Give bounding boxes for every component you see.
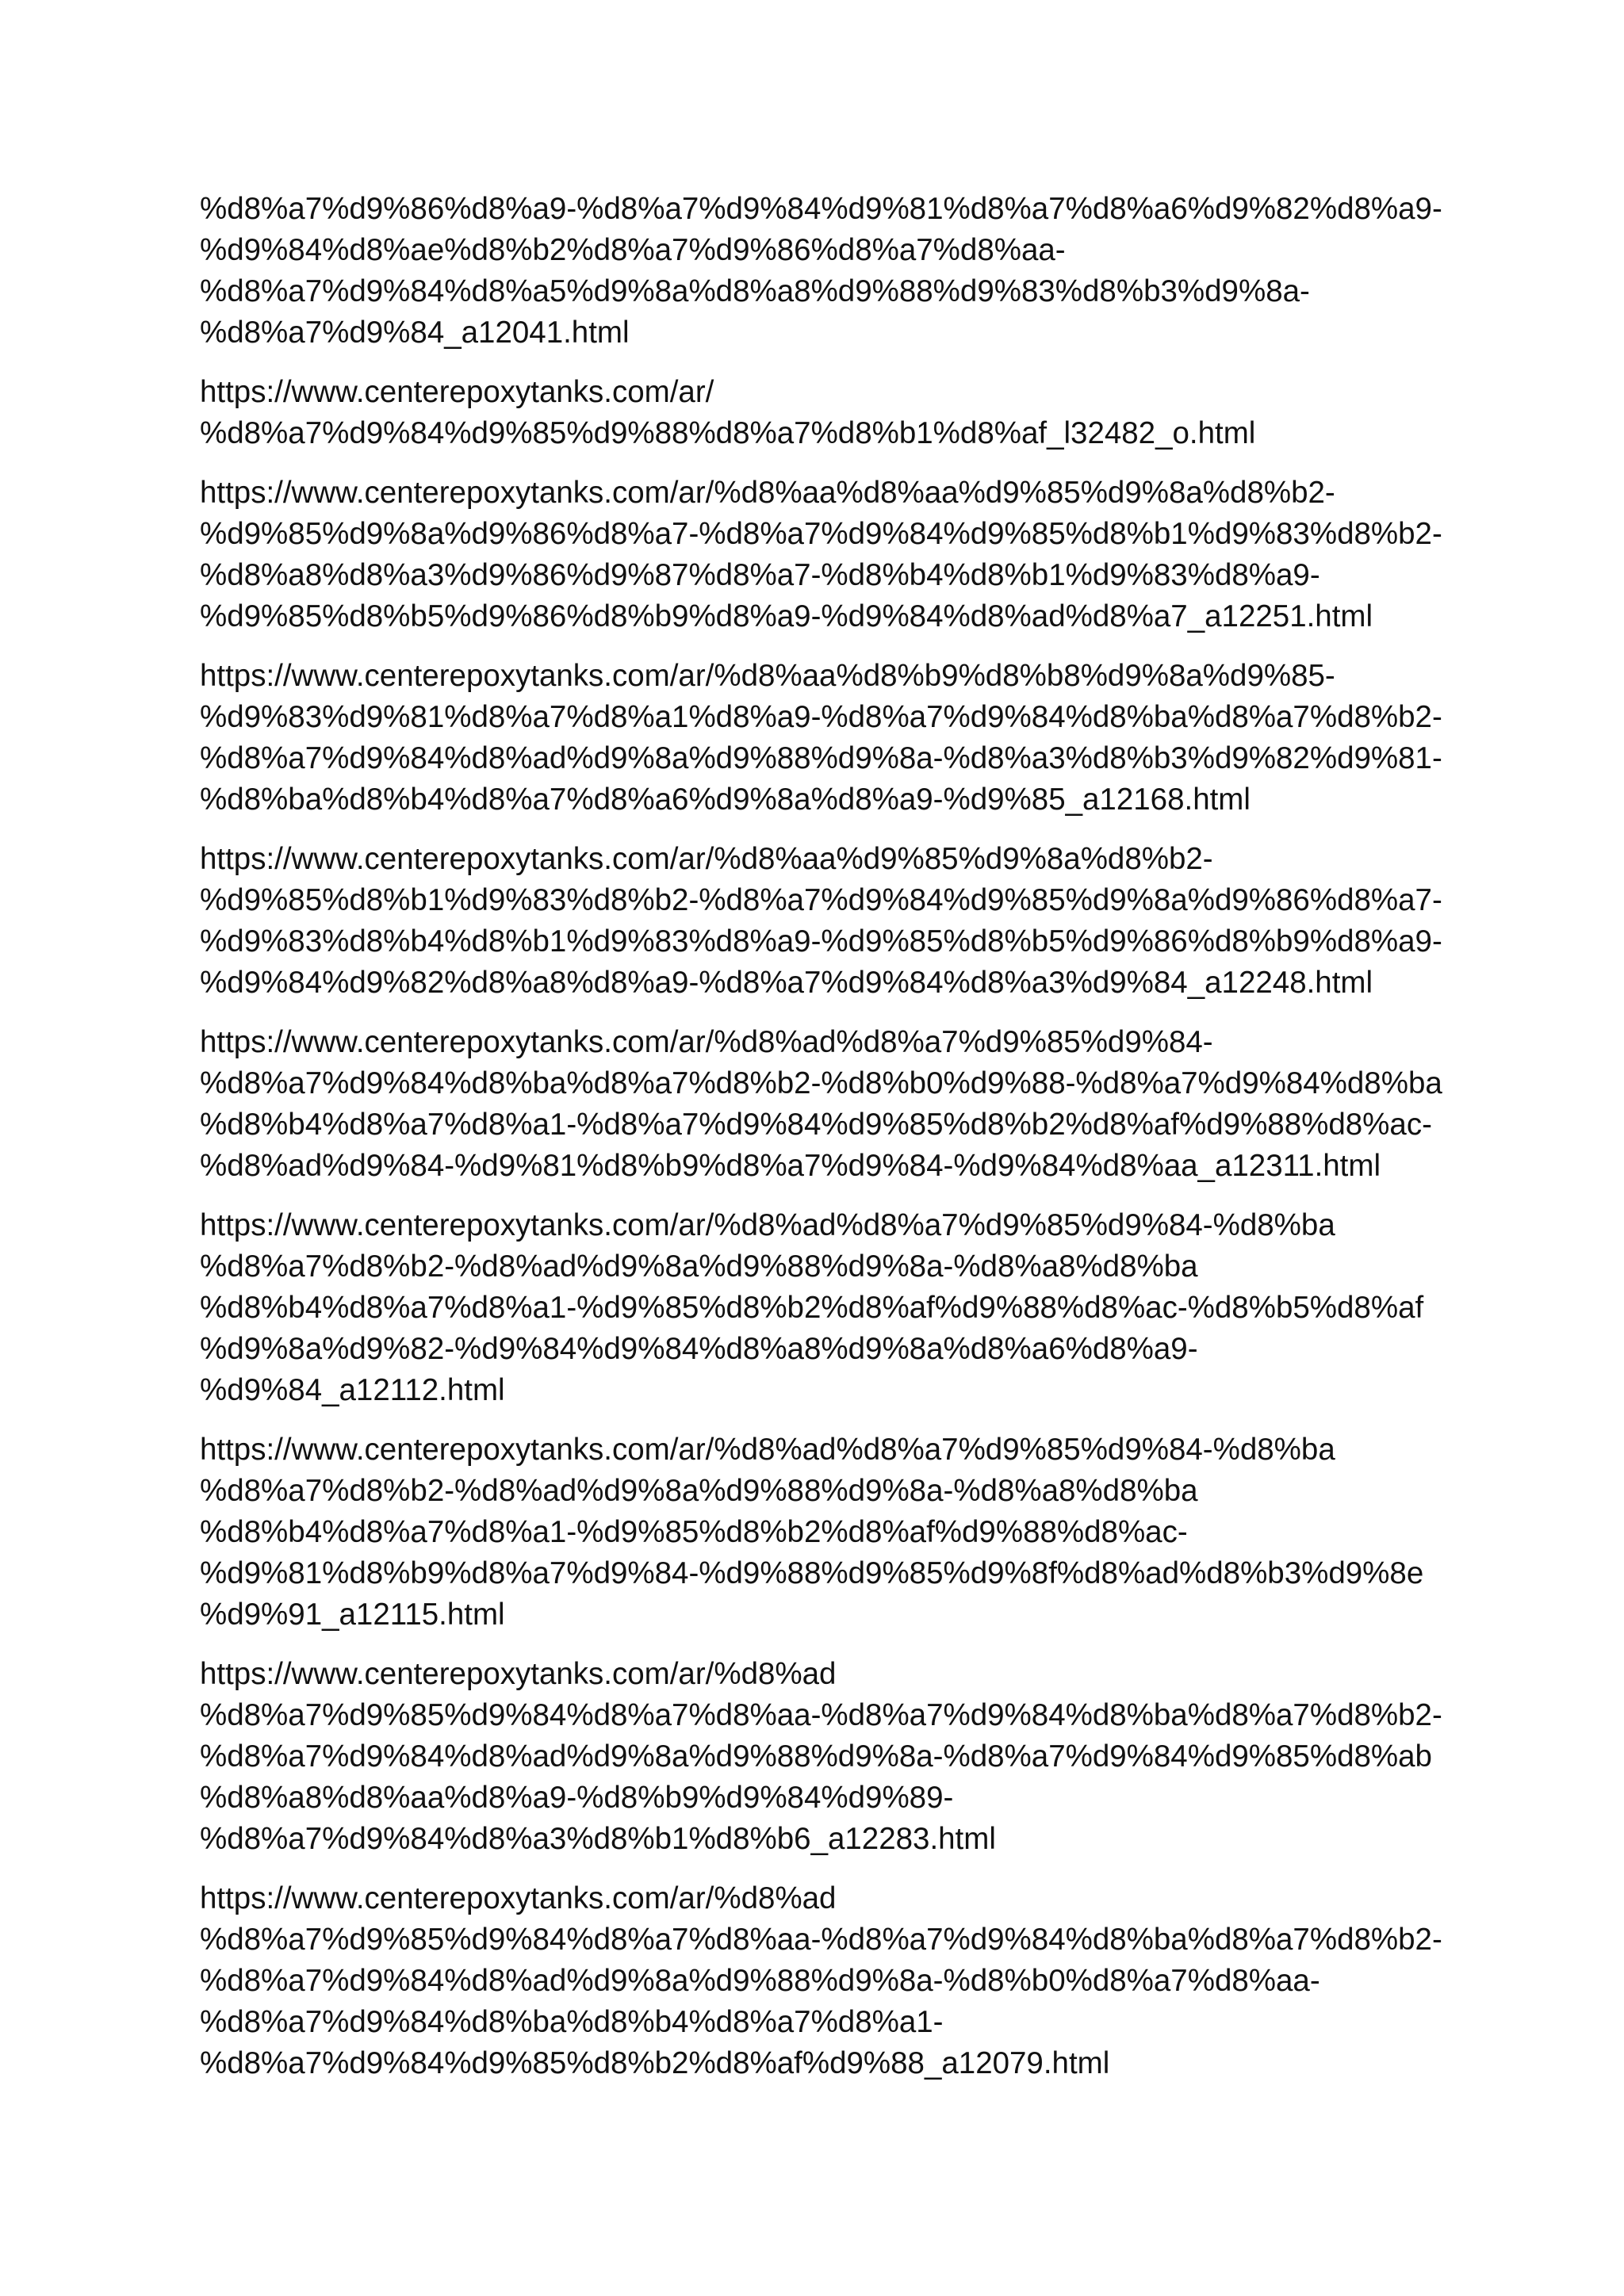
- url-line: %d9%84_a12112.html: [200, 1373, 505, 1407]
- url-line: %d8%a7%d9%84%d8%ad%d9%8a%d9%88%d9%8a-%d8%a3%d8%b3%d9%82%d9%81-: [200, 741, 1442, 775]
- url-line: %d8%a7%d9%86%d8%a9-%d8%a7%d9%84%d9%81%d8%a7%d8%a6%d9%82%d8%a9-: [200, 192, 1442, 226]
- url-entry-7: [200, 1205, 1437, 1411]
- url-line: %d9%85%d9%8a%d9%86%d8%a7-%d8%a7%d9%84%d9%85%d8%b1%d9%83%d8%b2-: [200, 517, 1442, 551]
- url-entry-9: [200, 1654, 1442, 1860]
- url-entry-1: [200, 189, 1442, 354]
- url-line: %d8%a7%d9%84%d8%ad%d9%8a%d9%88%d9%8a-%d8%b0%d8%a7%d8%aa-: [200, 1964, 1320, 1998]
- url-line: %d8%a7%d9%84_a12041.html: [200, 316, 630, 350]
- url-line: %d9%83%d9%81%d8%a7%d8%a1%d8%a9-%d8%a7%d9%84%d8%ba%d8%a7%d8%b2-: [200, 700, 1442, 734]
- url-line: %d8%a8%d8%a3%d9%86%d9%87%d8%a7-%d8%b4%d8%b1%d9%83%d8%a9-: [200, 558, 1320, 592]
- url-entry-2: [200, 372, 1437, 454]
- url-line: https://www.centerepoxytanks.com/ar/%d8%ad: [200, 1881, 837, 1915]
- url-line: %d8%a7%d9%84%d8%ad%d9%8a%d9%88%d9%8a-%d8%a7%d9%84%d9%85%d8%ab: [200, 1739, 1432, 1774]
- url-line: %d9%83%d8%b4%d8%b1%d9%83%d8%a9-%d9%85%d8%b5%d9%86%d8%b9%d8%a9-: [200, 924, 1442, 959]
- url-line: https://www.centerepoxytanks.com/ar/%d8%ad: [200, 1657, 837, 1691]
- url-line: %d9%85%d8%b5%d9%86%d8%b9%d8%a9-%d9%84%d8%ad%d8%a7_a12251.html: [200, 599, 1373, 633]
- url-line: https://www.centerepoxytanks.com/ar/: [200, 375, 714, 409]
- url-line: %d8%b4%d8%a7%d8%a1-%d9%85%d8%b2%d8%af%d9%88%d8%ac-%d8%b5%d8%af: [200, 1291, 1424, 1325]
- url-entry-3: [200, 473, 1442, 637]
- url-line: %d9%85%d8%b1%d9%83%d8%b2-%d8%a7%d9%84%d9%85%d9%8a%d9%86%d8%a7-: [200, 883, 1442, 917]
- url-line: https://www.centerepoxytanks.com/ar/%d8%ad%d8%a7%d9%85%d9%84-: [200, 1025, 1213, 1059]
- url-line: %d8%a7%d9%84%d8%a5%d9%8a%d8%a8%d9%88%d9%83%d8%b3%d9%8a-: [200, 274, 1310, 308]
- url-line: %d8%a7%d9%84%d8%a3%d8%b1%d8%b6_a12283.html: [200, 1822, 996, 1856]
- url-line: %d8%a7%d8%b2-%d8%ad%d9%8a%d9%88%d9%8a-%d8%a8%d8%ba: [200, 1249, 1198, 1284]
- url-line: %d8%a7%d9%84%d8%ba%d8%b4%d8%a7%d8%a1-: [200, 2005, 944, 2039]
- url-line: %d8%a7%d9%85%d9%84%d8%a7%d8%aa-%d8%a7%d9%84%d8%ba%d8%a7%d8%b2-: [200, 1698, 1442, 1732]
- url-entry-4: [200, 656, 1442, 821]
- url-line: %d8%b4%d8%a7%d8%a1-%d9%85%d8%b2%d8%af%d9%88%d8%ac-: [200, 1515, 1188, 1549]
- url-line: %d9%84%d9%82%d8%a8%d8%a9-%d8%a7%d9%84%d8%a3%d9%84_a12248.html: [200, 966, 1373, 1000]
- url-line: https://www.centerepoxytanks.com/ar/%d8%ad%d8%a7%d9%85%d9%84-%d8%ba: [200, 1433, 1335, 1467]
- url-list: [200, 189, 1442, 2103]
- url-line: %d8%a7%d9%84%d9%85%d9%88%d8%a7%d8%b1%d8%af_l32482_o.html: [200, 416, 1256, 450]
- url-line: %d9%81%d8%b9%d8%a7%d9%84-%d9%88%d9%85%d9%8f%d8%ad%d8%b3%d9%8e: [200, 1556, 1424, 1590]
- url-line: %d8%a7%d9%84%d9%85%d8%b2%d8%af%d9%88_a12079.html: [200, 2046, 1110, 2080]
- url-line: %d9%84%d8%ae%d8%b2%d8%a7%d9%86%d8%a7%d8%aa-: [200, 233, 1066, 267]
- url-line: %d8%a7%d9%84%d8%ba%d8%a7%d8%b2-%d8%b0%d9%88-%d8%a7%d9%84%d8%ba: [200, 1066, 1442, 1100]
- url-line: %d8%ba%d8%b4%d8%a7%d8%a6%d9%8a%d8%a9-%d9%85_a12168.html: [200, 783, 1251, 817]
- url-entry-6: [200, 1022, 1442, 1187]
- url-entry-10: [200, 1878, 1442, 2084]
- url-line: %d9%91_a12115.html: [200, 1598, 505, 1632]
- url-entry-5: [200, 839, 1442, 1004]
- url-line: https://www.centerepoxytanks.com/ar/%d8%aa%d9%85%d9%8a%d8%b2-: [200, 842, 1213, 876]
- url-line: %d8%a8%d8%aa%d8%a9-%d8%b9%d9%84%d9%89-: [200, 1781, 954, 1815]
- url-line: %d8%ad%d9%84-%d9%81%d8%b9%d8%a7%d9%84-%d9%84%d8%aa_a12311.html: [200, 1149, 1381, 1183]
- url-line: https://www.centerepoxytanks.com/ar/%d8%ad%d8%a7%d9%85%d9%84-%d8%ba: [200, 1208, 1335, 1242]
- url-entry-8: [200, 1429, 1437, 1636]
- url-line: %d8%a7%d9%85%d9%84%d8%a7%d8%aa-%d8%a7%d9%84%d8%ba%d8%a7%d8%b2-: [200, 1923, 1442, 1957]
- url-line: %d8%a7%d8%b2-%d8%ad%d9%8a%d9%88%d9%8a-%d8%a8%d8%ba: [200, 1474, 1198, 1508]
- url-line: https://www.centerepoxytanks.com/ar/%d8%aa%d8%aa%d9%85%d9%8a%d8%b2-: [200, 476, 1335, 510]
- url-line: %d8%b4%d8%a7%d8%a1-%d8%a7%d9%84%d9%85%d8%b2%d8%af%d9%88%d8%ac-: [200, 1108, 1432, 1142]
- url-line: https://www.centerepoxytanks.com/ar/%d8%aa%d8%b9%d8%b8%d9%8a%d9%85-: [200, 659, 1335, 693]
- url-line: %d9%8a%d9%82-%d9%84%d9%84%d8%a8%d9%8a%d8%a6%d8%a9-: [200, 1332, 1198, 1366]
